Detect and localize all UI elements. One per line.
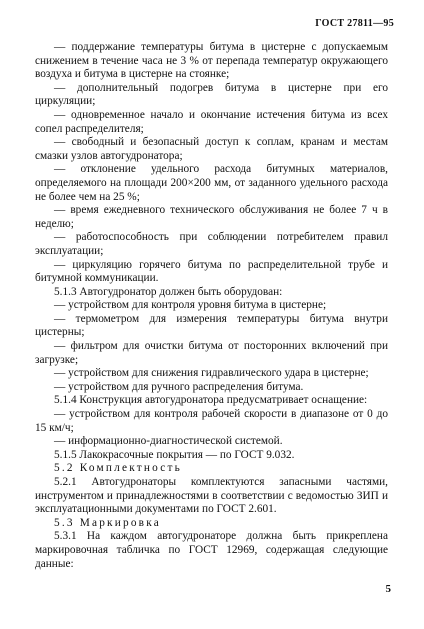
list-item: — устройством для контроля рабочей скорости в диапазоне от 0 до 15 км/ч;	[35, 408, 388, 434]
clause-5-3-1: 5.3.1 На каждом автогудронаторе должна быть прикреплена маркировочная табличка по ГОСТ 12969, содержащая следующие данные:	[35, 530, 388, 570]
clause-5-1-5: 5.1.5 Лакокрасочные покрытия — по ГОСТ 9.032.	[54, 448, 295, 461]
section-heading-completeness: 5.2 Комплектность	[54, 462, 182, 475]
standard-header: ГОСТ 27811—95	[315, 18, 394, 29]
list-item: — устройством для контроля уровня битума в цистерне;	[54, 299, 327, 312]
list-item: — одновременное начало и окончание истечения битума из всех сопел распределителя;	[35, 108, 388, 135]
list-item: — свободный и безопасный доступ к соплам, кранам и местам смазки узлов автогудронатора;	[35, 136, 388, 162]
list-item: — дополнительный подогрев битума в цистерне при его циркуляции;	[35, 81, 388, 108]
list-item: — информационно-диагностической системой.	[54, 435, 283, 448]
list-item: — поддержание температуры битума в цистерне с допускаемым снижением в течение часа не 3 % от перепада температур окружающего воздуха и битума в цистерне на стоянке;	[35, 41, 388, 81]
list-item: — циркуляцию горячего битума по распределительной трубе и битумной коммуникации.	[35, 258, 388, 285]
list-item: — фильтром для очистки битума от посторонних включений при загрузке;	[35, 340, 388, 366]
list-item: — отклонение удельного расхода битумных материалов, определяемого на площади 200×200 мм, от заданного удельного расхода не более чем на 25 %;	[35, 163, 388, 203]
list-item: — устройством для ручного распределения битума.	[54, 380, 304, 393]
page-number: 5	[385, 583, 391, 595]
list-item: — время ежедневного технического обслуживания не более 7 ч в неделю;	[35, 204, 388, 230]
body-text	[35, 41, 388, 571]
list-item: — устройством для снижения гидравлического удара в цистерне;	[54, 367, 369, 380]
clause-5-1-3: 5.1.3 Автогудронатор должен быть оборудован:	[54, 285, 283, 298]
clause-5-1-4: 5.1.4 Конструкция автогудронатора предусматривает оснащение:	[54, 394, 368, 407]
list-item: — термометром для измерения температуры битума внутри цистерны;	[35, 312, 388, 339]
section-heading-marking: 5.3 Маркировка	[54, 516, 161, 529]
list-item: — работоспособность при соблюдении потребителем правил эксплуатации;	[35, 231, 388, 257]
clause-5-2-1: 5.2.1 Автогудронаторы комплектуются запасными частями, инструментом и принадлежностями в соответствии с ведомостью ЗИП и эксплуатационными документами по ГОСТ 2.601.	[35, 476, 388, 516]
